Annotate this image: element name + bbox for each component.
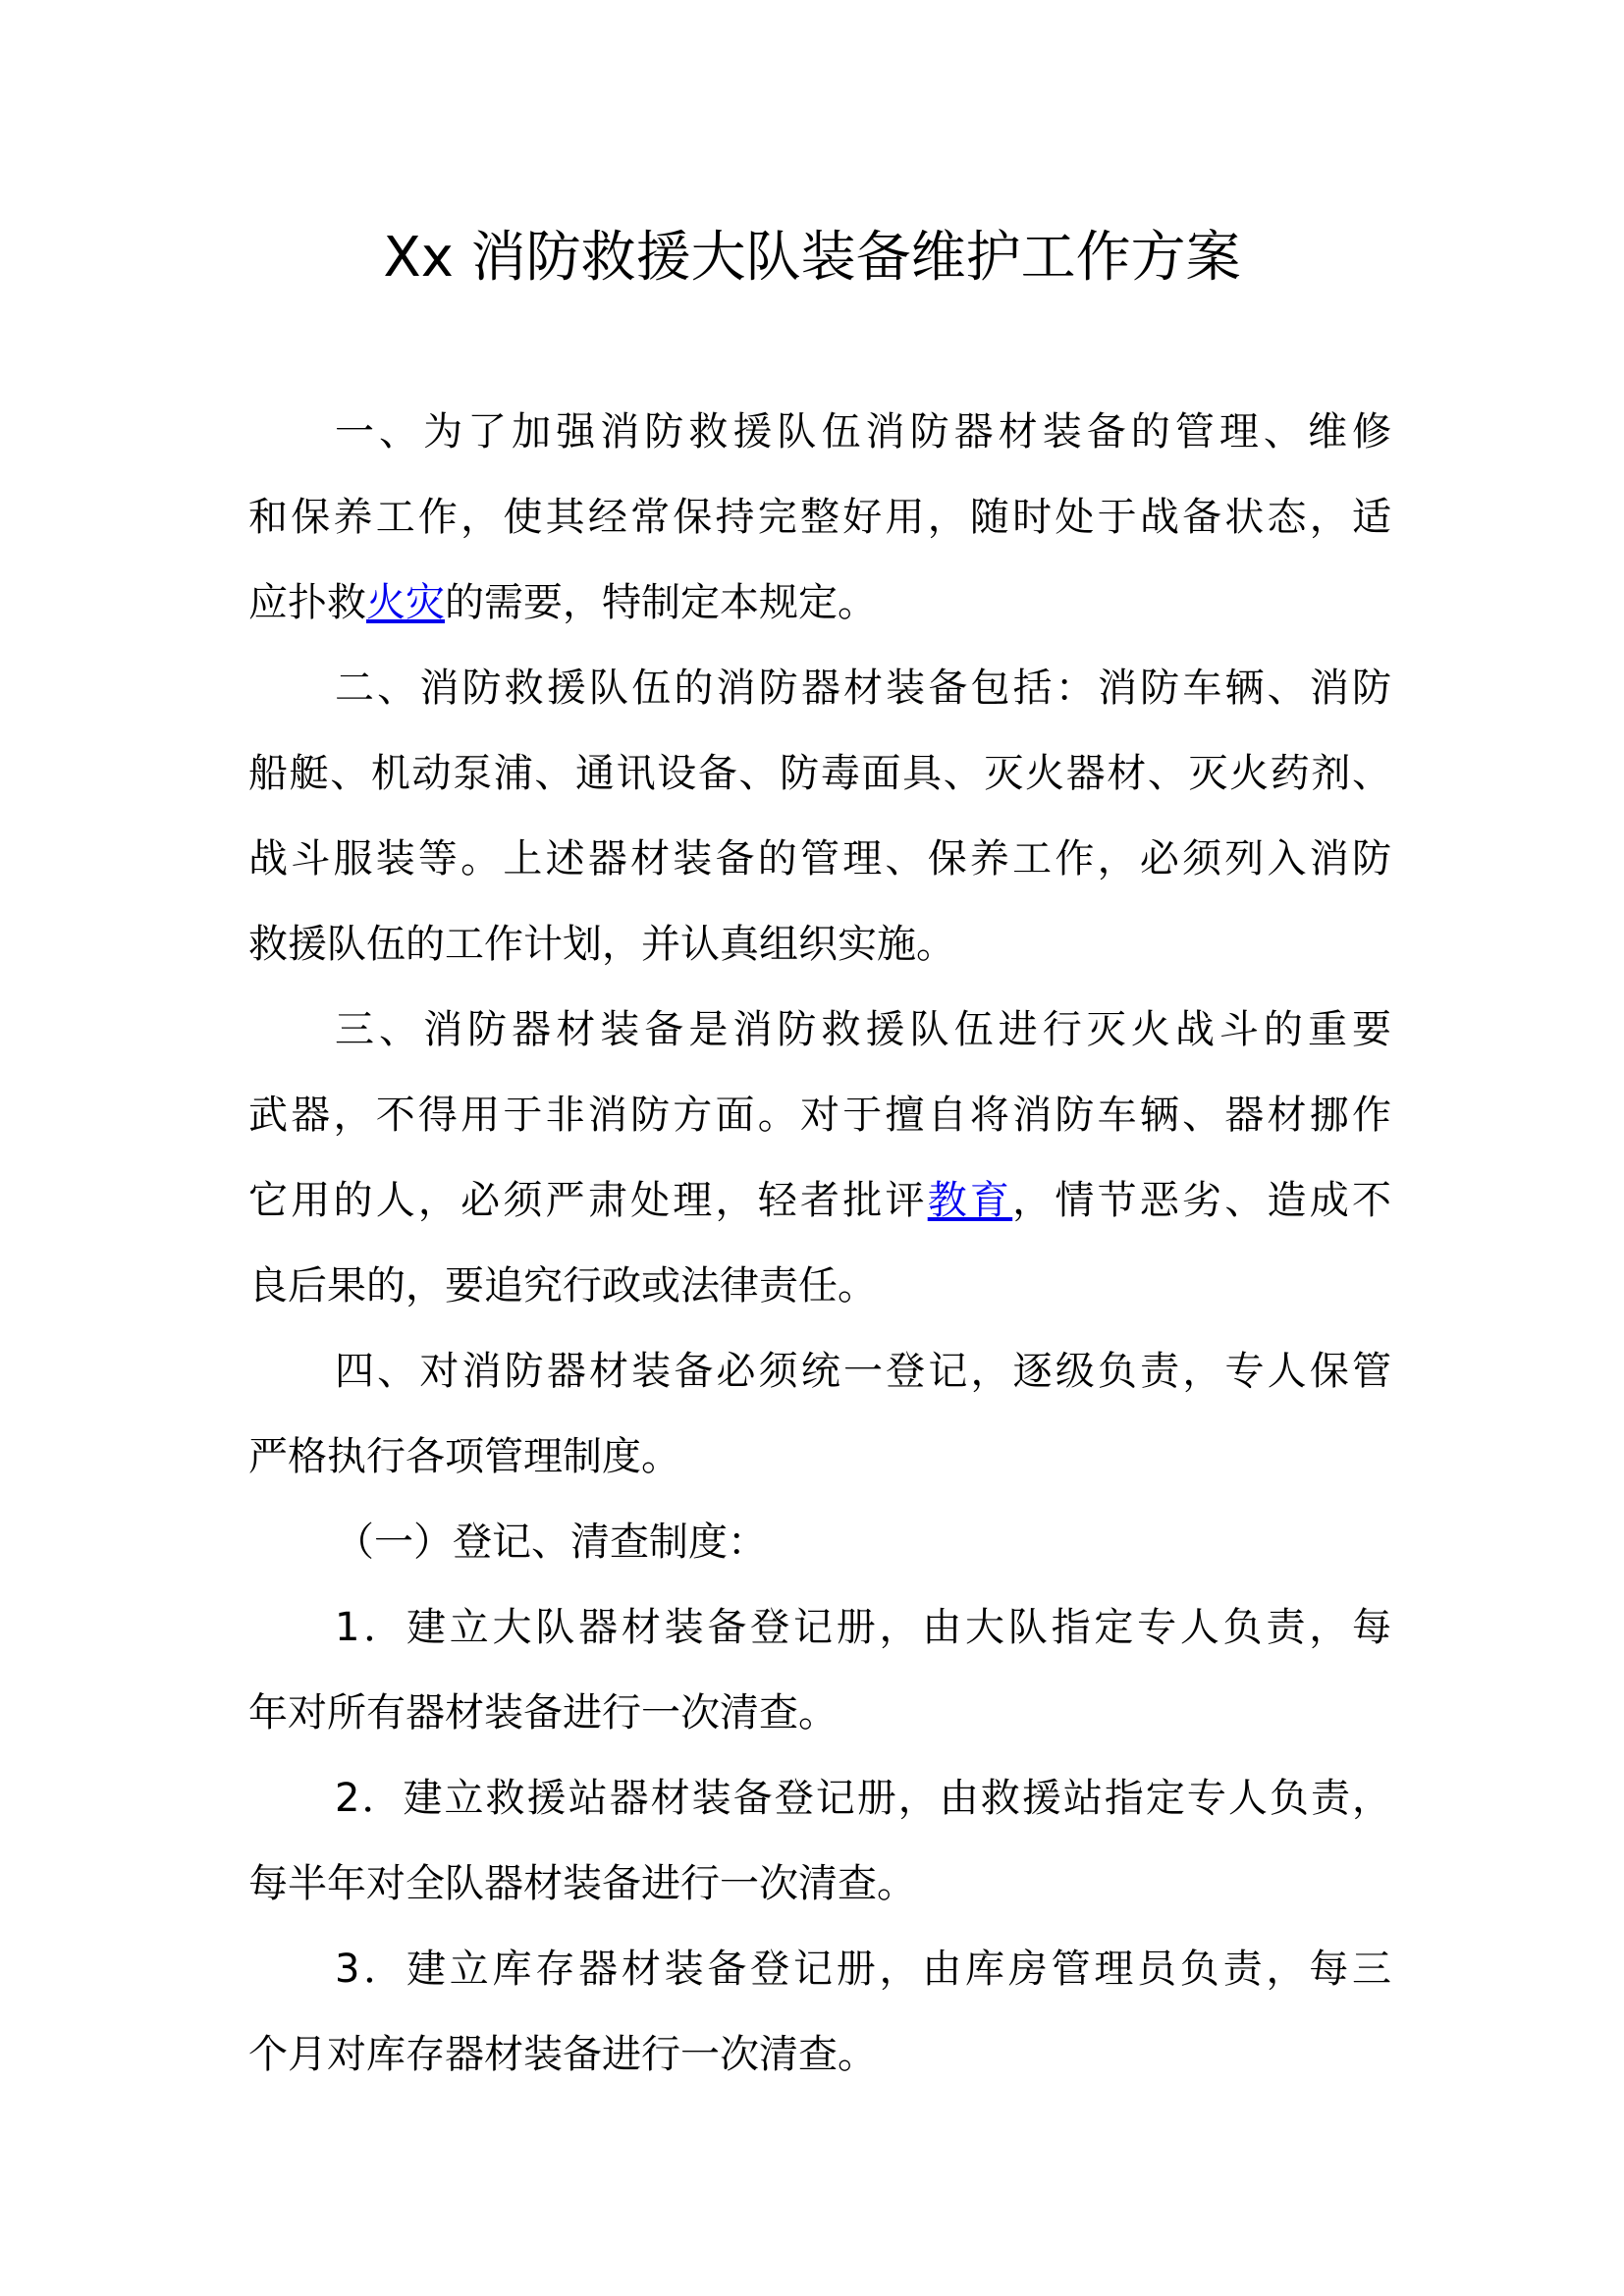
text-line xyxy=(248,1158,1391,1244)
paragraph-2 xyxy=(248,646,1391,988)
text-segment: 应扑救 xyxy=(248,580,366,625)
text-line: 和保养工作，使其经常保持完整好用，随时处于战备状态，适 xyxy=(248,495,1391,540)
document-body xyxy=(248,390,1391,2098)
text-line: 年对所有器材装备进行一次清查。 xyxy=(248,1690,838,1735)
text-line: 二、消防救援队伍的消防器材装备包括：消防车辆、消防 xyxy=(335,666,1391,711)
page-title: Xx 消防救援大队装备维护工作方案 xyxy=(383,226,1241,290)
link-education[interactable]: 教育 xyxy=(927,1178,1013,1223)
text-line: 良后果的，要追究行政或法律责任。 xyxy=(248,1263,877,1308)
text-line: 救援队伍的工作计划，并认真组织实施。 xyxy=(248,922,955,967)
text-line: 船艇、机动泵浦、通讯设备、防毒面具、灭火器材、灭火药剂、 xyxy=(248,751,1391,796)
text-line: 严格执行各项管理制度。 xyxy=(248,1434,680,1479)
text-line: 战斗服装等。上述器材装备的管理、保养工作，必须列入消防 xyxy=(248,836,1391,881)
text-line xyxy=(248,561,1391,646)
paragraph-1 xyxy=(248,390,1391,646)
text-line: （一）登记、清查制度： xyxy=(335,1520,767,1565)
link-fire[interactable]: 火灾 xyxy=(366,580,445,625)
list-item-3 xyxy=(248,1927,1391,2098)
section-heading xyxy=(248,1500,1391,1585)
text-line: 个月对库存器材装备进行一次清查。 xyxy=(248,2032,877,2077)
text-line: 一、为了加强消防救援队伍消防器材装备的管理、维修 xyxy=(335,409,1391,454)
text-line: 1．建立大队器材装备登记册，由大队指定专人负责，每 xyxy=(335,1605,1391,1650)
paragraph-4 xyxy=(248,1329,1391,1500)
text-segment: 的需要，特制定本规定。 xyxy=(445,580,877,625)
text-line: 3．建立库存器材装备登记册，由库房管理员负责，每三 xyxy=(335,1947,1391,1992)
text-line: 四、对消防器材装备必须统一登记，逐级负责，专人保管 xyxy=(335,1349,1391,1394)
list-item-1 xyxy=(248,1585,1391,1756)
text-line: 武器，不得用于非消防方面。对于擅自将消防车辆、器材挪作 xyxy=(248,1093,1391,1138)
text-line: 三、消防器材装备是消防救援队伍进行灭火战斗的重要 xyxy=(335,1007,1391,1052)
text-line: 2．建立救援站器材装备登记册，由救援站指定专人负责， xyxy=(335,1776,1391,1821)
text-segment: 它用的人，必须严肃处理，轻者批评 xyxy=(248,1178,928,1223)
text-line: 每半年对全队器材装备进行一次清查。 xyxy=(248,1861,916,1906)
text-segment: ，情节恶劣、造成不 xyxy=(1012,1178,1392,1223)
paragraph-3 xyxy=(248,988,1391,1329)
list-item-2 xyxy=(248,1756,1391,1927)
